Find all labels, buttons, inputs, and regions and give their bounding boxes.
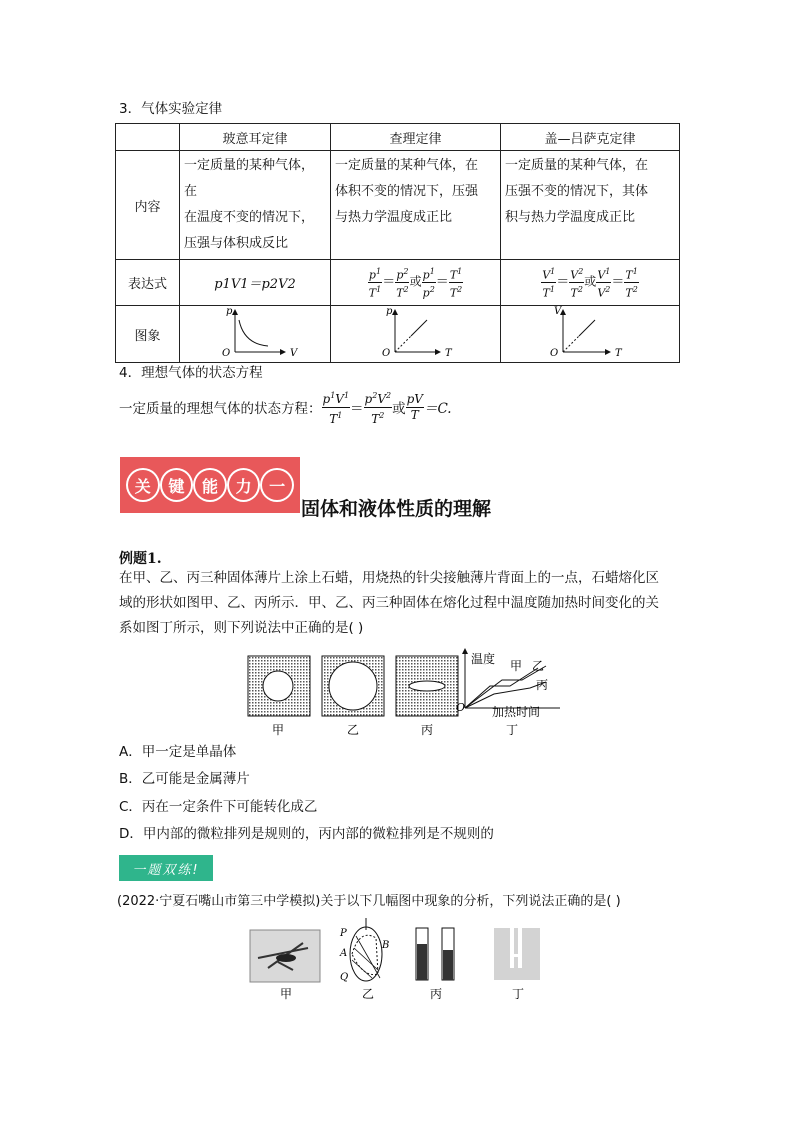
ideal-gas-equation: 一定质量的理想气体的状态方程： $\frac{p^1V^1}{T^1}$ ＝ $\frac{p^2V^2}{T^2}$ 或 $\frac{pV}{T}$ ＝C. (119, 390, 452, 424)
graph-origin: O (456, 701, 466, 714)
content-line: 体积不变的情况下，压强 (335, 184, 479, 199)
gaylussac-formula: $\frac{V^1}{T^1}$ ＝ $\frac{V^2}{T^2}$ 或 $\frac{V^1}{V^2}$ ＝ $\frac{T^1}{T^2}$ (501, 260, 680, 306)
y-axis-label: p (386, 306, 393, 317)
point-label: A (340, 948, 348, 959)
or-word: 或 (409, 275, 422, 289)
content-line: 一定质量的某种气体，在 (184, 158, 315, 199)
badge-char: 能 (193, 468, 227, 502)
equation-lead: 一定质量的理想气体的状态方程： (119, 401, 322, 417)
boyle-formula: p1V1＝p2V2 (180, 260, 331, 306)
series-label: 乙 (532, 659, 545, 673)
table-row-content (116, 151, 680, 260)
charles-content (331, 151, 501, 260)
practice-badge: 一题双练! (119, 855, 213, 881)
origin-label: O (222, 348, 231, 358)
table-header-cell: 玻意耳定律 (180, 124, 331, 151)
practice-question: (2022·宁夏石嘴山市第三中学模拟)关于以下几幅图中现象的分析，下列说法正确的是( ) (117, 894, 621, 909)
badge-char: 关 (126, 468, 160, 502)
badge-char: 力 (227, 468, 261, 502)
melt-circle-large (329, 662, 377, 710)
y-axis-label: V (554, 306, 562, 317)
gaylussac-content (501, 151, 680, 260)
boyle-graph-cell (180, 306, 331, 363)
graph-xlabel: 加热时间 (492, 705, 541, 719)
series-label: 丙 (536, 678, 549, 692)
fig-label: 甲 (280, 987, 293, 1001)
example-question (119, 566, 679, 641)
point-label: Q (340, 972, 349, 983)
section-heading: 固体和液体性质的理解 (301, 498, 492, 520)
charles-formula: $\frac{p^1}{T^1}$ ＝ $\frac{p^2}{T^2}$ 或 $\frac{p^1}{p^2}$ ＝ $\frac{T^1}{T^2}$ (331, 260, 501, 306)
melt-circle-small (263, 671, 293, 701)
graph-ylabel: 温度 (471, 652, 496, 666)
equation-tail: ＝C. (423, 401, 452, 417)
y-axis-label: p (226, 306, 233, 317)
boyle-graph (180, 306, 330, 358)
table-header-cell: 查理定律 (331, 124, 501, 151)
option-b: B．乙可能是金属薄片 (119, 771, 250, 787)
gas-laws-table (115, 123, 680, 363)
row-label: 图象 (116, 306, 180, 363)
option-c: C．丙在一定条件下可能转化成乙 (119, 799, 318, 815)
table-header-cell: 盖—吕萨克定律 (501, 124, 680, 151)
fig-label: 乙 (347, 723, 360, 736)
question-line: 系如图丁所示，则下列说法中正确的是( ) (119, 620, 364, 636)
example-figures (240, 648, 570, 736)
fig-label: 丁 (512, 987, 525, 1001)
content-line: 在温度不变的情况下， (184, 210, 315, 225)
option-a: A．甲一定是单晶体 (119, 744, 237, 760)
table-header-cell (116, 124, 180, 151)
origin-label: O (382, 348, 391, 358)
charles-graph-cell (331, 306, 501, 363)
badge-char: 键 (160, 468, 194, 502)
content-line: 压强不变的情况下，其体 (505, 184, 649, 199)
section-3-title: 3．气体实验定律 (119, 101, 223, 117)
boyle-content (180, 151, 331, 260)
section-4-title: 4．理想气体的状态方程 (119, 365, 263, 381)
series-label: 甲 (510, 659, 523, 673)
melt-ellipse (409, 681, 445, 691)
content-line: 积与热力学温度成正比 (505, 210, 636, 225)
row-label: 表达式 (116, 260, 180, 306)
question-line: 在甲、乙、丙三种固体薄片上涂上石蜡，用烧热的针尖接触薄片背面上的一点，石蜡熔化区 (119, 570, 659, 586)
fig-label: 甲 (272, 723, 285, 736)
key-ability-badge (120, 457, 300, 513)
content-line: 一定质量的某种气体，在 (505, 158, 649, 173)
x-axis-label: V (290, 348, 298, 358)
fig-label: 丙 (430, 987, 443, 1001)
content-line: 一定质量的某种气体，在 (335, 158, 479, 173)
table-row-expression (116, 260, 680, 306)
table-row-graph (116, 306, 680, 363)
gaylussac-graph-cell (501, 306, 680, 363)
x-axis-label: T (615, 348, 622, 358)
point-label: P (340, 928, 347, 939)
or-word: 或 (392, 401, 406, 417)
charles-graph (331, 306, 500, 358)
content-line: 与热力学温度成正比 (335, 210, 453, 225)
example-label: 例题1. (119, 551, 162, 567)
point-label: B (382, 940, 390, 951)
practice-figures (248, 918, 558, 1004)
gaylussac-graph (501, 306, 679, 358)
badge-char: 一 (260, 468, 294, 502)
option-d: D．甲内部的微粒排列是规则的，丙内部的微粒排列是不规则的 (119, 826, 494, 842)
origin-label: O (550, 348, 559, 358)
fig-label: 乙 (362, 987, 375, 1001)
table-header-row (116, 124, 680, 151)
x-axis-label: T (445, 348, 452, 358)
question-line: 域的形状如图甲、乙、丙所示．甲、乙、丙三种固体在熔化过程中温度随加热时间变化的关 (119, 595, 659, 611)
content-line: 压强与体积成反比 (184, 236, 289, 251)
row-label: 内容 (116, 151, 180, 260)
fig-label: 丙 (421, 723, 434, 736)
fig-label: 丁 (506, 723, 519, 736)
or-word: 或 (584, 275, 597, 289)
